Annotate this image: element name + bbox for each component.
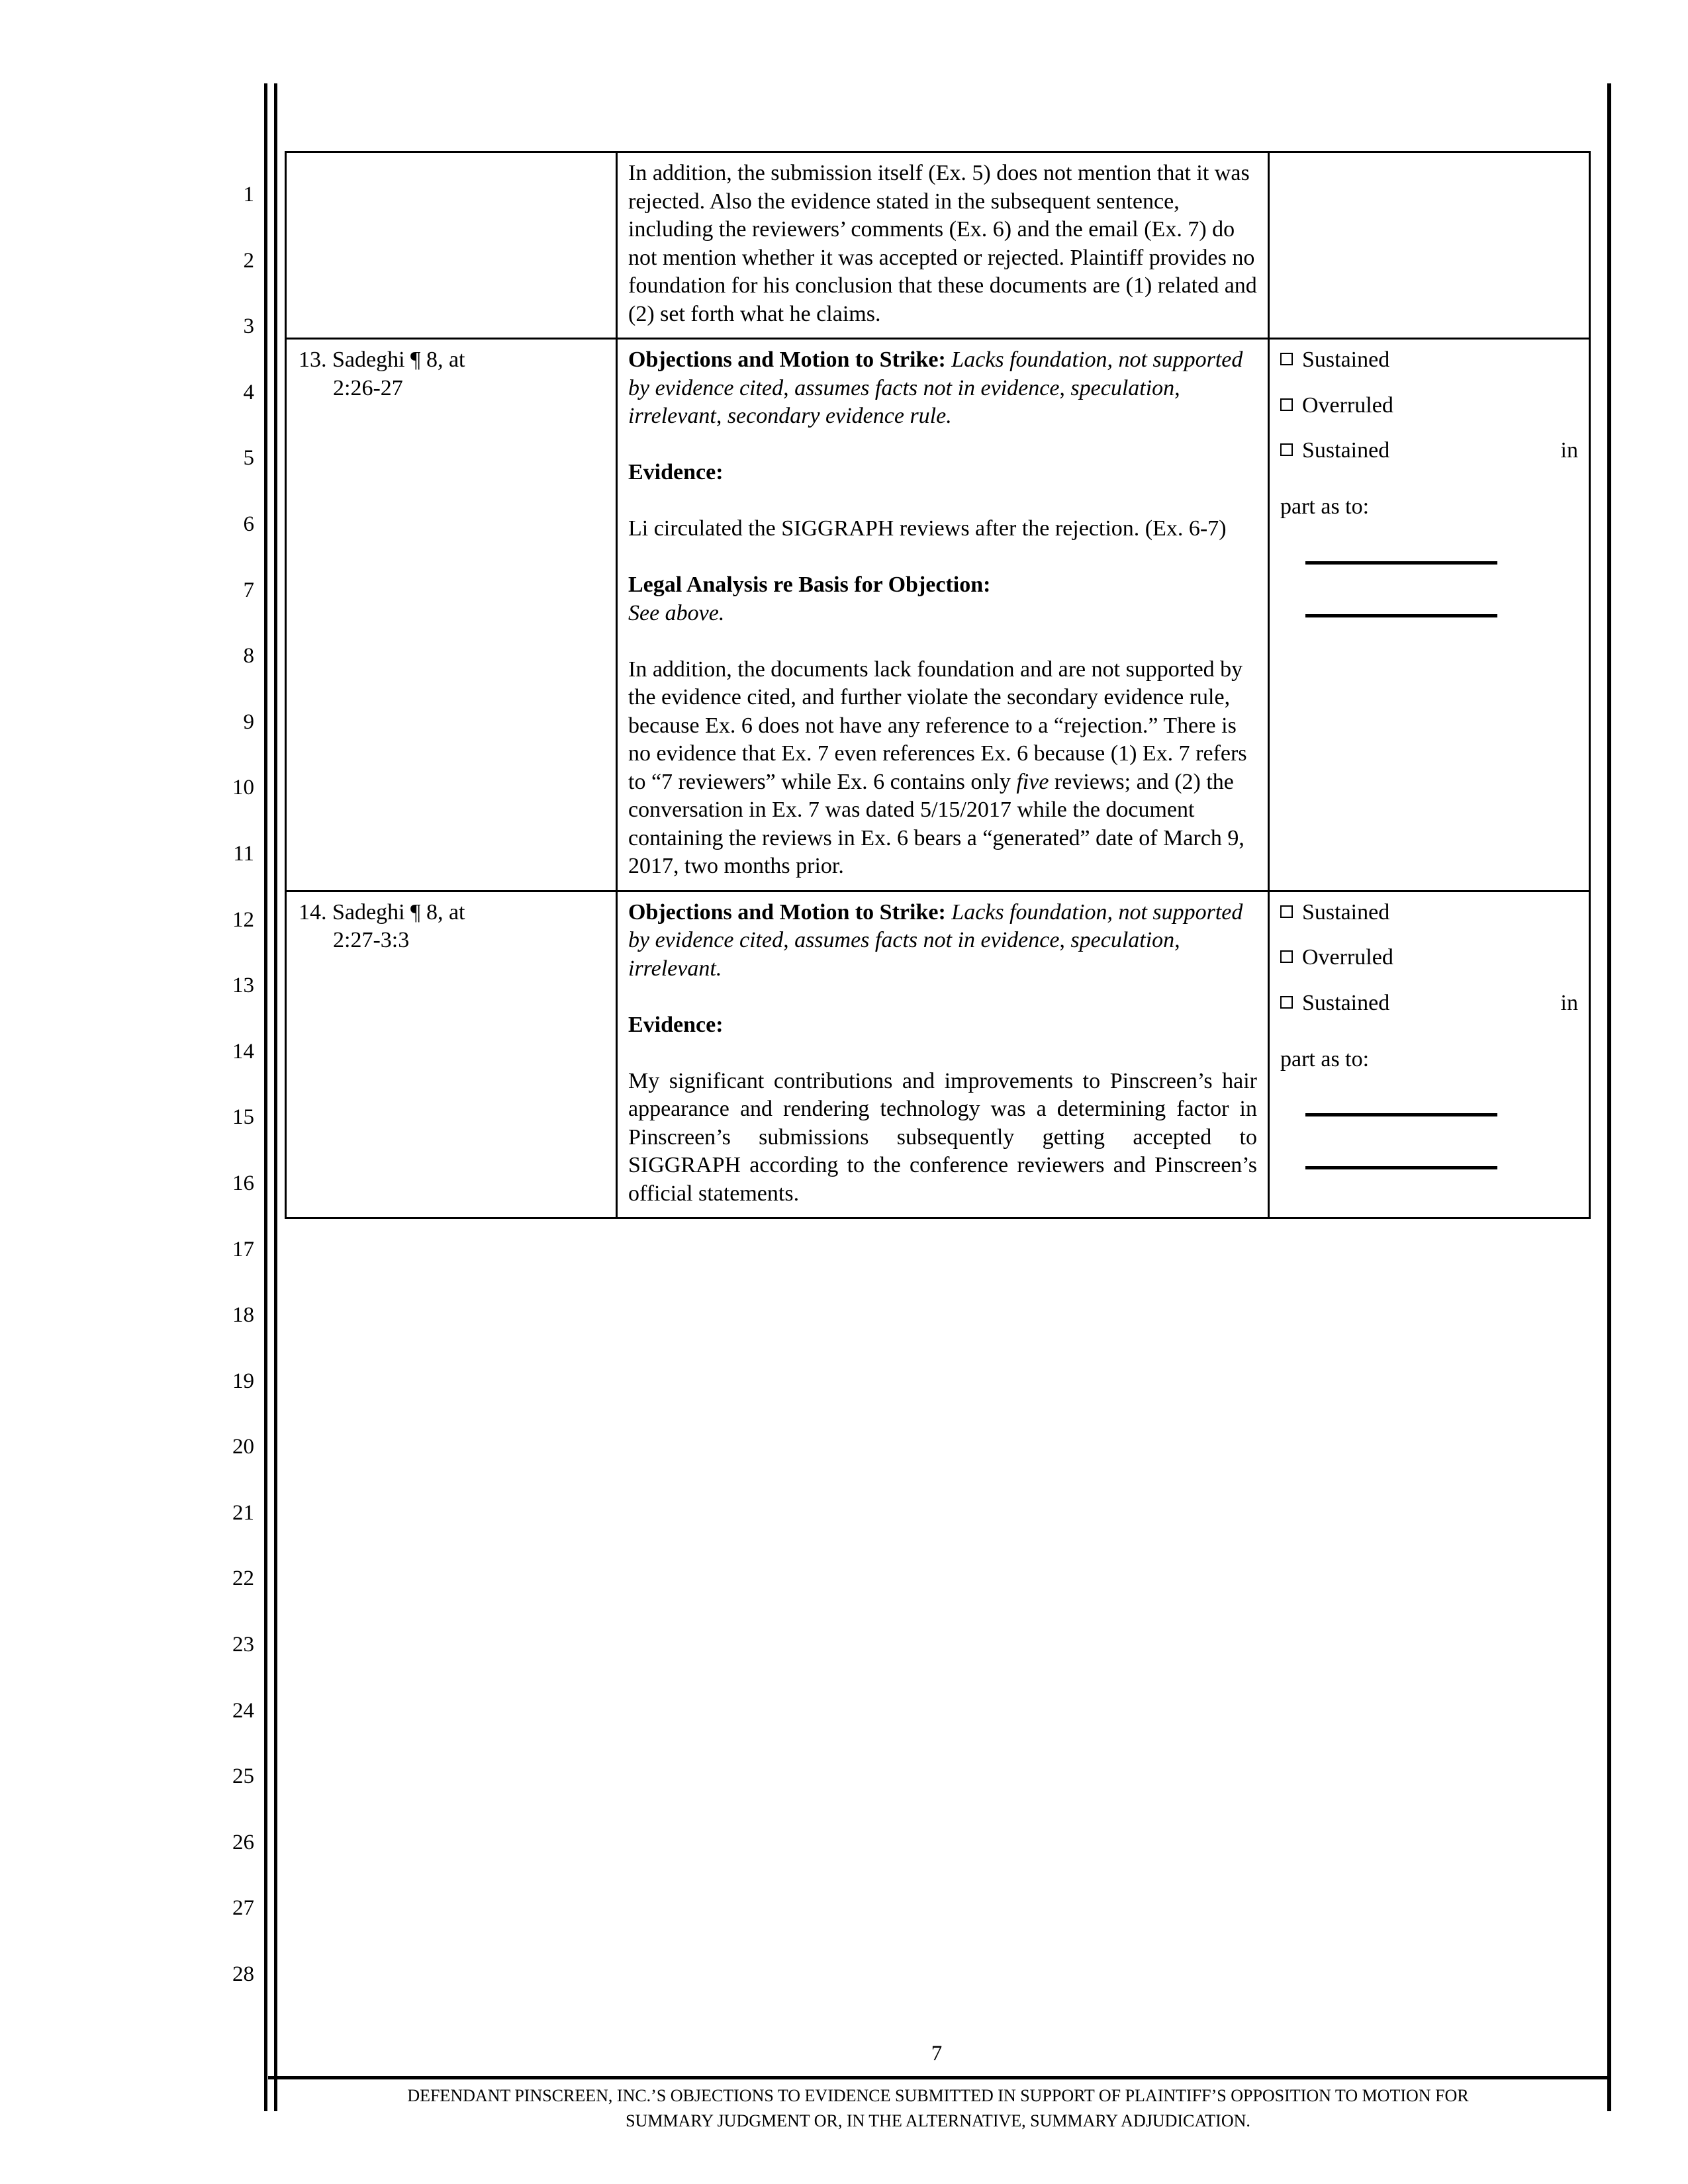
ruling-option-label: Sustained xyxy=(1302,347,1390,372)
evidence-quote: My significant contributions and improvements to Pinscreen’s hair appearance and rendering technology was a determining factor in Pinscreen’s submissions subsequently getting accepted to SIGGRAPH according to the conference reviewers and Pinscreen’s official statements. xyxy=(628,1068,1257,1206)
line-number: 6 xyxy=(243,512,254,536)
ruling-option-sustained-in-part[interactable] xyxy=(1280,437,1578,522)
paragraph-spacer xyxy=(628,1039,1257,1068)
line-number: 26 xyxy=(232,1830,254,1854)
checkbox-icon[interactable] xyxy=(1280,905,1293,918)
citation-line-2: 2:27-3:3 xyxy=(333,928,410,952)
line-number: 13 xyxy=(232,974,254,998)
objections-label: Objections and Motion to Strike: xyxy=(628,899,946,925)
line-number-column xyxy=(199,162,254,2008)
ruling-option-sustained[interactable] xyxy=(1280,899,1578,927)
line-number: 5 xyxy=(243,446,254,471)
line-number: 11 xyxy=(233,841,254,866)
citation-block xyxy=(297,899,605,955)
ruling-option-sustained[interactable] xyxy=(1280,346,1578,375)
line-number: 17 xyxy=(232,1237,254,1261)
continued-paragraph: In addition, the submission itself (Ex. 5) does not mention that it was rejected. Also the evidence stated in the subsequent sentence, including the reviewers’ comments (Ex. 6) and the email (Ex. 7) do not mention whether it was accepted or rejected. Plaintiff provides no foundation for his conclusion that these documents are (1) related and (2) set forth what he claims. xyxy=(628,161,1257,326)
left-margin-rule-inner xyxy=(274,83,277,2111)
footer-divider xyxy=(268,2076,1608,2079)
paragraph-spacer xyxy=(628,431,1257,459)
ruling-option-sustained-in-part[interactable] xyxy=(1280,989,1578,1074)
ruling-option-line-2: part as to: xyxy=(1280,494,1370,519)
line-number: 4 xyxy=(243,380,254,404)
citation-cell xyxy=(286,339,617,891)
line-number: 10 xyxy=(232,776,254,800)
analysis-text-italic: five xyxy=(1016,769,1049,794)
ruling-option-label: Sustained xyxy=(1302,899,1390,925)
line-number: 22 xyxy=(232,1567,254,1591)
objection-body-cell xyxy=(617,339,1269,891)
objections-label: Objections and Motion to Strike: xyxy=(628,347,946,372)
ruling-option-label-b: in xyxy=(1560,438,1578,463)
objections-text: Lacks foundation, not supported by evidence cited, assumes facts not in evidence, speculation, irrelevant, secondary evidence rule. xyxy=(628,347,1243,428)
paragraph-spacer xyxy=(628,487,1257,516)
line-number: 23 xyxy=(232,1633,254,1657)
analysis-text-part-2: reviews; and (2) the conversation in Ex. 7 was dated 5/15/2017 while the document containing the reviews in Ex. 6 bears a “generated” date of March 9, 2017, two months prior. xyxy=(628,769,1244,878)
line-number: 28 xyxy=(232,1962,254,1987)
ruling-blank-line[interactable] xyxy=(1305,1113,1497,1116)
line-number: 20 xyxy=(232,1435,254,1459)
citation-line-1: 13. Sadeghi ¶ 8, at xyxy=(299,347,465,372)
footer-line-1: DEFENDANT PINSCREEN, INC.’S OBJECTIONS TO EVIDENCE SUBMITTED IN SUPPORT OF PLAINTIFF’S OPPOSITION TO MOTION FOR xyxy=(407,2086,1469,2105)
ruling-option-line-1 xyxy=(1280,437,1578,493)
legal-analysis-see-above: See above. xyxy=(628,600,725,625)
objections-table-wrapper xyxy=(285,151,1589,1219)
citation-cell xyxy=(286,152,617,339)
citation-block xyxy=(297,346,605,402)
footer-line-2: SUMMARY JUDGMENT OR, IN THE ALTERNATIVE, SUMMARY ADJUDICATION. xyxy=(626,2111,1250,2130)
ruling-option-label-a: Sustained xyxy=(1302,990,1390,1015)
ruling-blank-line[interactable] xyxy=(1305,1166,1497,1169)
analysis-text-part-1: In addition, the documents lack foundation and are not supported by the evidence cited, and further violate the secondary evidence rule, because Ex. 6 does not have any reference to a “rejection.” There is no evidence that Ex. 7 even references Ex. 6 because (1) Ex. 7 refers to “7 reviewers” while Ex. 6 contains only xyxy=(628,657,1247,794)
right-margin-rule xyxy=(1607,83,1611,2111)
line-number: 21 xyxy=(232,1500,254,1525)
ruling-blank-line[interactable] xyxy=(1305,561,1497,565)
footer xyxy=(268,2083,1608,2134)
paragraph-spacer xyxy=(628,543,1257,572)
line-number: 8 xyxy=(243,644,254,668)
citation-cell xyxy=(286,891,617,1218)
ruling-option-label-b: in xyxy=(1560,990,1578,1015)
paragraph-spacer xyxy=(628,983,1257,1011)
checkbox-icon[interactable] xyxy=(1280,353,1293,365)
line-number: 3 xyxy=(243,314,254,339)
ruling-option-line-1 xyxy=(1280,989,1578,1046)
checkbox-icon[interactable] xyxy=(1280,950,1293,963)
objections-text: Lacks foundation, not supported by evidence cited, assumes facts not in evidence, speculation, irrelevant. xyxy=(628,899,1243,981)
citation-line-2: 2:26-27 xyxy=(333,375,403,400)
line-number: 12 xyxy=(232,907,254,932)
citation-line-1: 14. Sadeghi ¶ 8, at xyxy=(299,899,465,925)
line-number: 15 xyxy=(232,1105,254,1130)
line-number: 25 xyxy=(232,1764,254,1789)
objections-table xyxy=(285,151,1591,1219)
line-number: 2 xyxy=(243,248,254,273)
ruling-cell xyxy=(1269,891,1590,1218)
page-number: 7 xyxy=(931,2042,943,2066)
line-number: 27 xyxy=(232,1896,254,1921)
left-margin-rule-outer xyxy=(264,83,267,2111)
ruling-option-line-2: part as to: xyxy=(1280,1046,1370,1071)
line-number: 18 xyxy=(232,1303,254,1328)
line-number: 19 xyxy=(232,1369,254,1393)
objection-body-cell xyxy=(617,152,1269,339)
table-row xyxy=(286,339,1590,891)
ruling-cell xyxy=(1269,339,1590,891)
evidence-label: Evidence: xyxy=(628,460,724,484)
ruling-cell xyxy=(1269,152,1590,339)
legal-analysis-label: Legal Analysis re Basis for Objection: xyxy=(628,572,991,597)
evidence-quote: Li circulated the SIGGRAPH reviews after the rejection. (Ex. 6-7) xyxy=(628,516,1227,541)
legal-analysis-paragraph xyxy=(628,656,1257,881)
checkbox-icon[interactable] xyxy=(1280,398,1293,411)
line-number: 9 xyxy=(243,709,254,734)
checkbox-icon[interactable] xyxy=(1280,996,1293,1009)
objections-paragraph xyxy=(628,346,1257,431)
table-row xyxy=(286,152,1590,339)
ruling-option-overruled[interactable] xyxy=(1280,944,1578,972)
paragraph-spacer xyxy=(628,627,1257,656)
line-number: 16 xyxy=(232,1171,254,1195)
evidence-label: Evidence: xyxy=(628,1012,724,1037)
line-number: 1 xyxy=(243,183,254,206)
table-row xyxy=(286,891,1590,1218)
ruling-option-overruled[interactable] xyxy=(1280,392,1578,420)
line-number: 14 xyxy=(232,1039,254,1064)
checkbox-icon[interactable] xyxy=(1280,443,1293,456)
objection-body-cell xyxy=(617,891,1269,1218)
ruling-option-label: Overruled xyxy=(1302,392,1393,418)
ruling-option-label: Overruled xyxy=(1302,945,1393,970)
ruling-blank-line[interactable] xyxy=(1305,614,1497,617)
objections-paragraph xyxy=(628,899,1257,983)
line-number: 7 xyxy=(243,578,254,602)
ruling-option-label-a: Sustained xyxy=(1302,438,1390,463)
line-number: 24 xyxy=(232,1698,254,1723)
